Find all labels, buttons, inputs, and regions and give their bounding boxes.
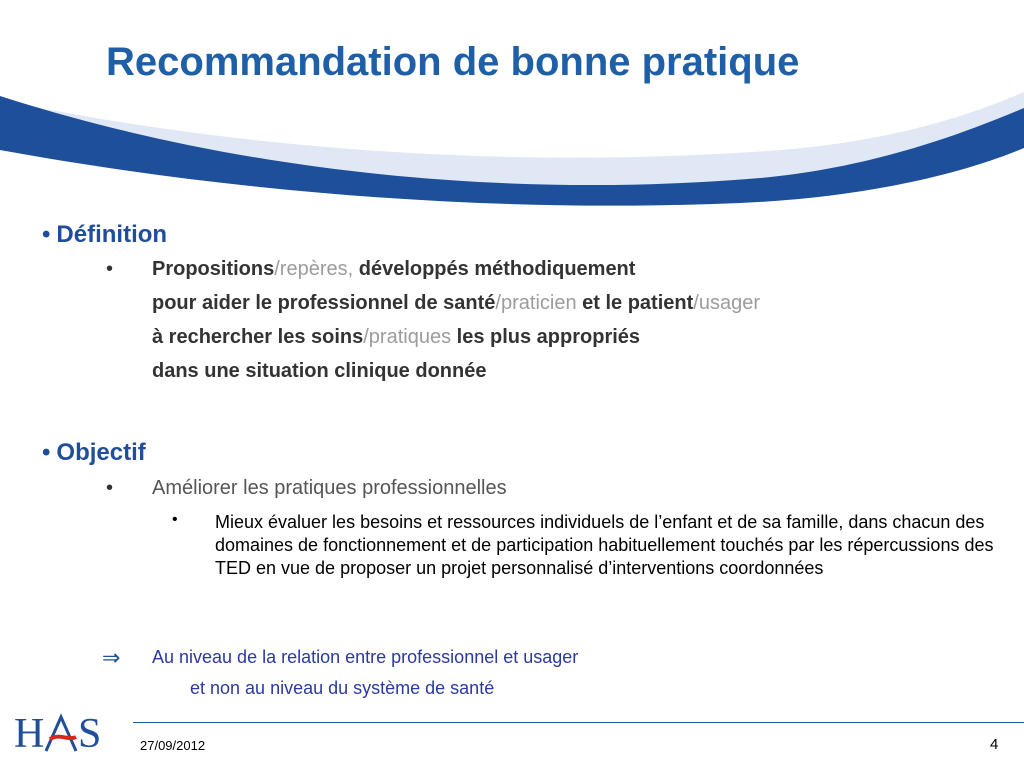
bullet-detail: •	[172, 511, 178, 528]
page-number: 4	[990, 736, 999, 753]
footer-divider	[133, 722, 1024, 723]
objectif-sub-item: Améliorer les pratiques professionnelles	[152, 477, 507, 499]
svg-text:S: S	[78, 711, 102, 757]
has-logo	[14, 711, 124, 759]
header-wave-banner	[0, 0, 1024, 210]
conclusion-line-1: Au niveau de la relation entre professionnel et usager	[152, 647, 579, 667]
section-heading-objectif	[42, 439, 146, 467]
bullet-objectif: •	[106, 477, 114, 499]
definition-line-3: à rechercher les soins/pratiques les plus appropriés	[152, 326, 641, 348]
definition-line-1: Propositions/repères, développés méthodiquement	[152, 258, 636, 280]
bullet-dot: •	[42, 439, 51, 466]
definition-heading-text: Définition	[56, 221, 168, 248]
bullet-dot: •	[42, 221, 51, 248]
conclusion-line-2: et non au niveau du système de santé	[190, 678, 495, 698]
definition-line-2: pour aider le professionnel de santé/praticien et le patient/usager	[152, 292, 760, 314]
objectif-detail-text: Mieux évaluer les besoins et ressources individuels de l’enfant et de sa famille, dans chacun des domaines de fonctionnement et de participation habituellement touchés par les répercussions des TED en vue de proposer un projet personnalisé d’interventions coordonnées	[215, 512, 994, 578]
bullet-definition: •	[106, 258, 114, 280]
svg-text:H: H	[14, 711, 43, 757]
definition-line-4: dans une situation clinique donnée	[152, 360, 487, 382]
implies-arrow-icon: ⇒	[102, 645, 121, 670]
section-heading-definition	[42, 221, 167, 249]
objectif-heading-text: Objectif	[56, 439, 146, 466]
footer-date: 27/09/2012	[140, 738, 206, 753]
slide-title: Recommandation de bonne pratique	[106, 40, 800, 84]
